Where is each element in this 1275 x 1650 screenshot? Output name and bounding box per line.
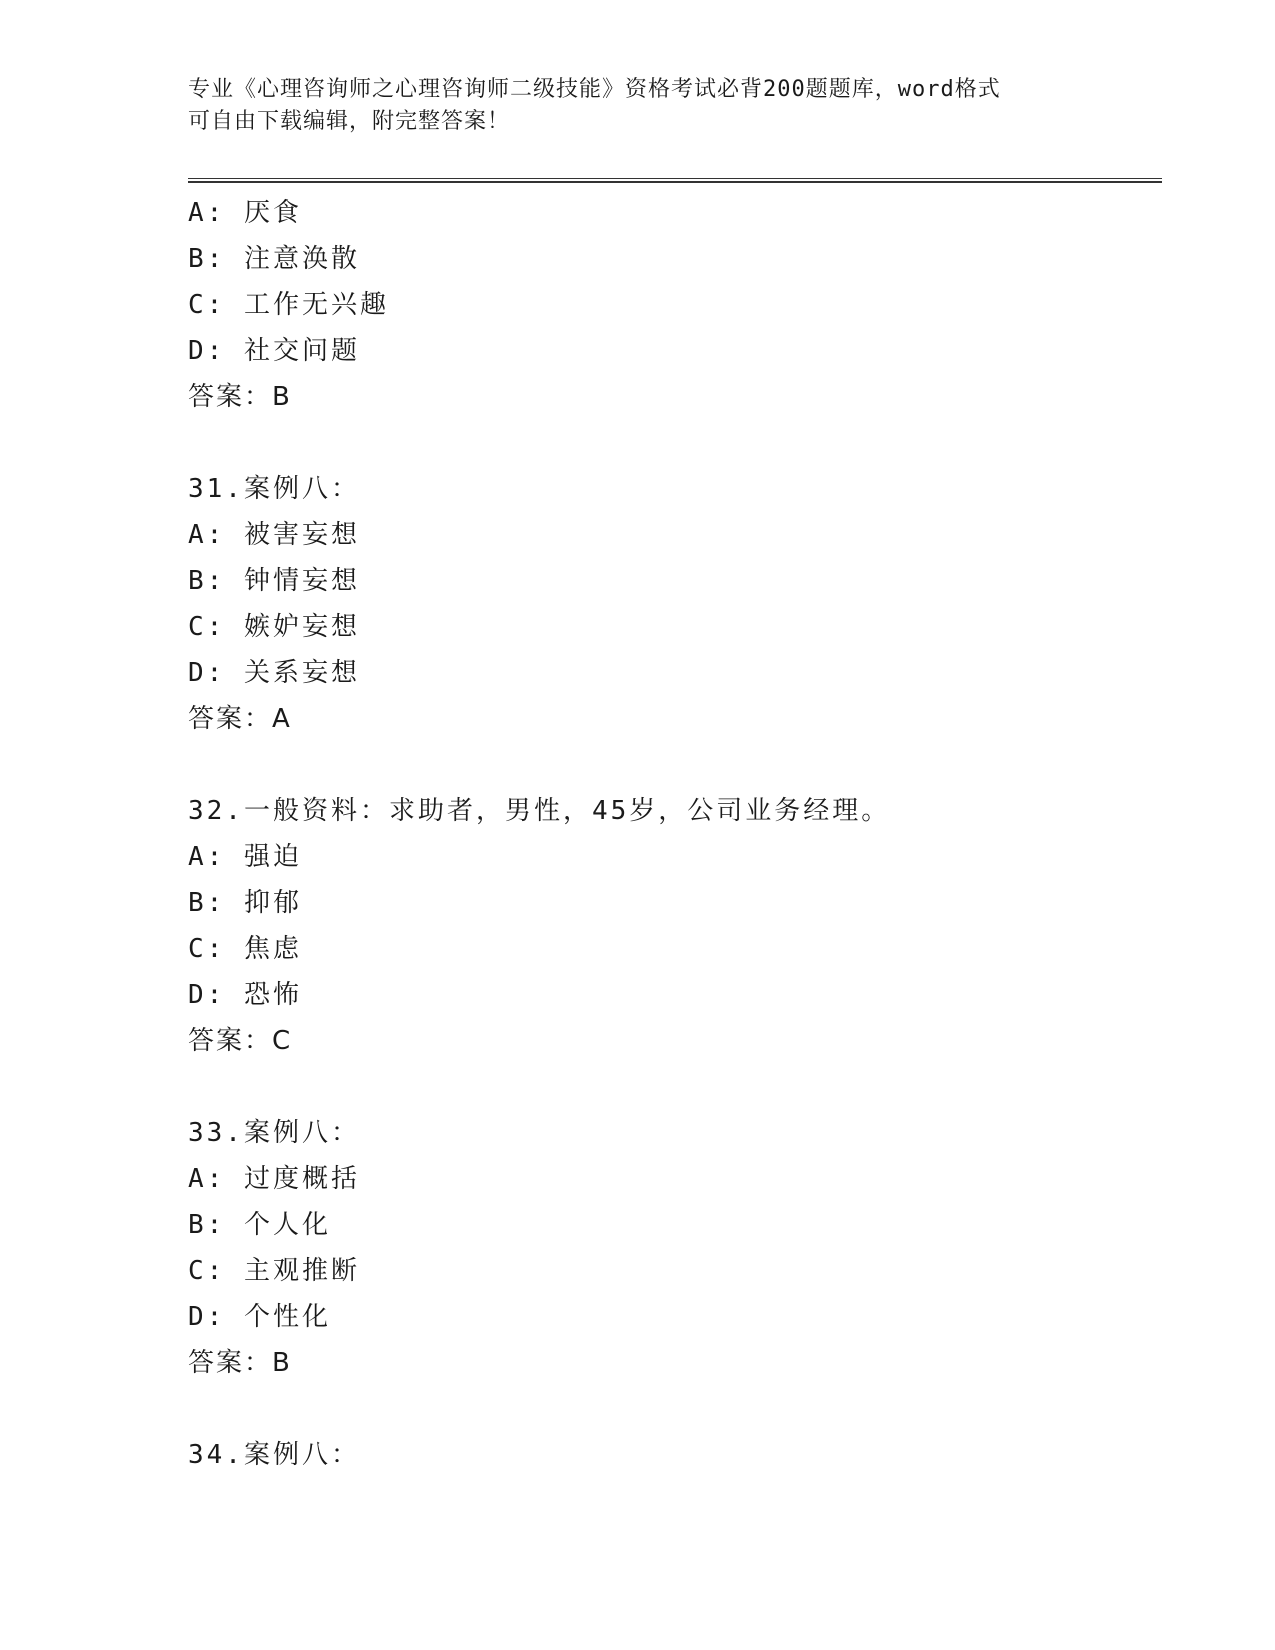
- question-stem: 33.案例八：: [188, 1118, 360, 1148]
- option-c: C: 焦虑: [188, 934, 302, 964]
- option-a: A: 强迫: [188, 842, 302, 872]
- answer: 答案：B: [188, 1348, 292, 1378]
- question-stem: 34.案例八：: [188, 1440, 360, 1470]
- option-b: B: 个人化: [188, 1210, 331, 1240]
- header-divider-thin: [188, 178, 1162, 179]
- question-stem: 32.一般资料：求助者，男性，45岁，公司业务经理。: [188, 796, 891, 826]
- option-b: B: 钟情妄想: [188, 566, 360, 596]
- header-line-2: 可自由下载编辑，附完整答案！: [188, 109, 511, 134]
- question-list: [188, 190, 1158, 1478]
- question-block: [188, 190, 1158, 420]
- option-d: D: 个性化: [188, 1302, 331, 1332]
- option-b: B: 抑郁: [188, 888, 302, 918]
- answer: 答案：B: [188, 382, 292, 412]
- option-d: D: 恐怖: [188, 980, 302, 1010]
- question-stem: 31.案例八：: [188, 474, 360, 504]
- answer: 答案：C: [188, 1026, 293, 1056]
- option-c: C: 主观推断: [188, 1256, 360, 1286]
- option-b: B: 注意涣散: [188, 244, 360, 274]
- header-line-1: 专业《心理咨询师之心理咨询师二级技能》资格考试必背200题题库，word格式: [188, 77, 1001, 102]
- option-c: C: 工作无兴趣: [188, 290, 389, 320]
- option-d: D: 关系妄想: [188, 658, 360, 688]
- answer: 答案：A: [188, 704, 292, 734]
- option-a: A: 被害妄想: [188, 520, 360, 550]
- option-c: C: 嫉妒妄想: [188, 612, 360, 642]
- question-block: [188, 1110, 1158, 1386]
- question-block: [188, 1432, 1158, 1478]
- option-d: D: 社交问题: [188, 336, 360, 366]
- document-header: [188, 74, 1088, 138]
- header-divider-thick: [188, 181, 1162, 183]
- option-a: A: 厌食: [188, 198, 302, 228]
- question-block: [188, 788, 1158, 1064]
- option-a: A: 过度概括: [188, 1164, 360, 1194]
- question-block: [188, 466, 1158, 742]
